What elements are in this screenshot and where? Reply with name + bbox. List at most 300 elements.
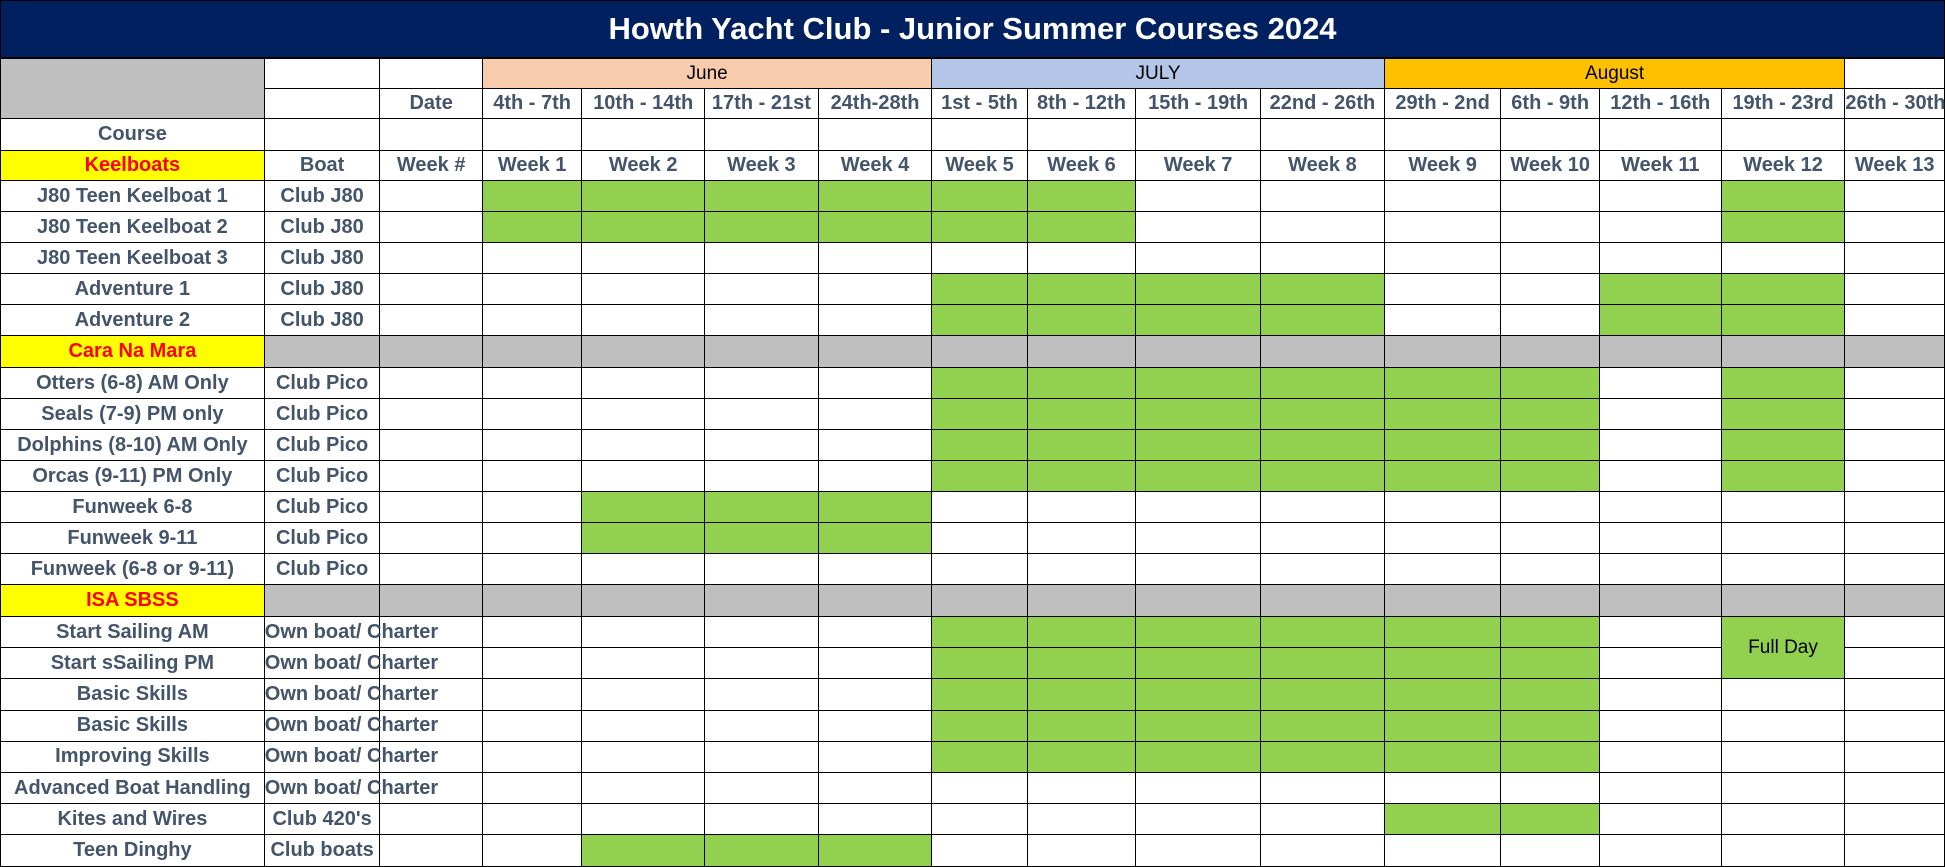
schedule-cell[interactable]	[582, 274, 705, 305]
schedule-cell[interactable]	[482, 461, 581, 492]
schedule-cell[interactable]	[1136, 212, 1261, 243]
schedule-cell[interactable]	[1027, 492, 1136, 523]
empty-cell[interactable]	[1845, 59, 1945, 89]
week-label[interactable]: Week 4	[818, 151, 932, 181]
course-active-cell[interactable]	[1501, 430, 1599, 461]
course-name[interactable]: Adventure 2	[1, 305, 265, 336]
course-active-cell[interactable]	[1261, 368, 1385, 399]
schedule-cell[interactable]	[818, 274, 932, 305]
date-range-cell[interactable]: 15th - 19th	[1136, 89, 1261, 119]
schedule-cell[interactable]	[1599, 399, 1721, 430]
course-label[interactable]: Course	[1, 119, 265, 151]
schedule-cell[interactable]	[1136, 181, 1261, 212]
schedule-cell[interactable]	[482, 679, 581, 710]
course-active-cell[interactable]	[1136, 741, 1261, 772]
course-active-cell[interactable]	[1136, 399, 1261, 430]
month-header[interactable]: August	[1384, 59, 1845, 89]
schedule-cell[interactable]	[1261, 492, 1385, 523]
schedule-cell[interactable]	[1845, 679, 1945, 710]
schedule-cell[interactable]	[1501, 243, 1599, 274]
course-active-cell[interactable]	[1384, 617, 1501, 648]
schedule-cell[interactable]	[1845, 212, 1945, 243]
week-num-label[interactable]: Week #	[380, 151, 482, 181]
boat-cell[interactable]: Club Pico	[264, 492, 380, 523]
course-name[interactable]: J80 Teen Keelboat 1	[1, 181, 265, 212]
schedule-cell[interactable]	[818, 741, 932, 772]
divider-cell[interactable]	[1599, 336, 1721, 368]
schedule-cell[interactable]	[482, 430, 581, 461]
boat-label[interactable]: Boat	[264, 151, 380, 181]
schedule-cell[interactable]	[1261, 554, 1385, 585]
course-active-cell[interactable]	[1027, 181, 1136, 212]
boat-cell[interactable]: Club Pico	[264, 368, 380, 399]
course-active-cell[interactable]	[818, 835, 932, 866]
schedule-cell[interactable]	[1599, 679, 1721, 710]
schedule-cell[interactable]	[818, 554, 932, 585]
boat-cell[interactable]: Own boat/ Charter	[264, 648, 380, 679]
schedule-cell[interactable]	[1845, 461, 1945, 492]
divider-cell[interactable]	[705, 336, 819, 368]
schedule-cell[interactable]	[1501, 772, 1599, 803]
schedule-cell[interactable]	[1845, 523, 1945, 554]
course-active-cell[interactable]	[705, 835, 819, 866]
schedule-cell[interactable]	[1721, 804, 1845, 835]
boat-cell[interactable]: Club J80	[264, 243, 380, 274]
divider-cell[interactable]	[932, 585, 1027, 617]
schedule-cell[interactable]	[818, 648, 932, 679]
schedule-cell[interactable]	[1384, 212, 1501, 243]
empty-cell[interactable]	[1027, 119, 1136, 151]
section-header[interactable]: Keelboats	[1, 151, 265, 181]
schedule-cell[interactable]	[1599, 772, 1721, 803]
course-active-cell[interactable]	[1027, 368, 1136, 399]
section-header[interactable]: Cara Na Mara	[1, 336, 265, 368]
schedule-cell[interactable]	[1384, 305, 1501, 336]
schedule-cell[interactable]	[582, 804, 705, 835]
course-name[interactable]: Basic Skills	[1, 679, 265, 710]
schedule-cell[interactable]	[1599, 212, 1721, 243]
divider-cell[interactable]	[264, 585, 380, 617]
week-label[interactable]: Week 2	[582, 151, 705, 181]
boat-cell[interactable]: Club Pico	[264, 399, 380, 430]
schedule-cell[interactable]	[1261, 523, 1385, 554]
divider-cell[interactable]	[264, 336, 380, 368]
schedule-cell[interactable]	[1845, 835, 1945, 866]
empty-cell[interactable]	[264, 59, 380, 89]
divider-cell[interactable]	[818, 336, 932, 368]
divider-cell[interactable]	[1136, 336, 1261, 368]
course-name[interactable]: Improving Skills	[1, 741, 265, 772]
week-num-cell[interactable]	[380, 461, 482, 492]
week-num-cell[interactable]	[380, 492, 482, 523]
schedule-cell[interactable]	[1384, 492, 1501, 523]
schedule-cell[interactable]	[705, 804, 819, 835]
date-range-cell[interactable]: 8th - 12th	[1027, 89, 1136, 119]
schedule-cell[interactable]	[1384, 772, 1501, 803]
course-active-cell[interactable]	[1261, 274, 1385, 305]
boat-cell[interactable]: Own boat/ Charter	[264, 617, 380, 648]
schedule-cell[interactable]	[1599, 710, 1721, 741]
schedule-cell[interactable]	[1845, 554, 1945, 585]
course-name[interactable]: Seals (7-9) PM only	[1, 399, 265, 430]
schedule-cell[interactable]	[1721, 679, 1845, 710]
schedule-cell[interactable]	[818, 430, 932, 461]
course-active-cell[interactable]	[582, 492, 705, 523]
divider-cell[interactable]	[1384, 336, 1501, 368]
schedule-cell[interactable]	[482, 305, 581, 336]
course-active-cell[interactable]	[932, 430, 1027, 461]
schedule-cell[interactable]	[932, 243, 1027, 274]
course-active-cell[interactable]	[932, 617, 1027, 648]
schedule-cell[interactable]	[1845, 305, 1945, 336]
date-range-cell[interactable]: 26th - 30th	[1845, 89, 1945, 119]
schedule-cell[interactable]	[932, 554, 1027, 585]
schedule-cell[interactable]	[1384, 181, 1501, 212]
course-active-cell[interactable]	[1027, 741, 1136, 772]
schedule-cell[interactable]	[1599, 243, 1721, 274]
course-active-cell[interactable]	[1027, 212, 1136, 243]
week-label[interactable]: Week 7	[1136, 151, 1261, 181]
schedule-cell[interactable]	[1501, 492, 1599, 523]
schedule-cell[interactable]	[482, 554, 581, 585]
date-range-cell[interactable]: 29th - 2nd	[1384, 89, 1501, 119]
schedule-cell[interactable]	[1501, 305, 1599, 336]
schedule-cell[interactable]	[932, 492, 1027, 523]
week-label[interactable]: Week 6	[1027, 151, 1136, 181]
course-active-cell[interactable]	[1136, 648, 1261, 679]
schedule-cell[interactable]	[1721, 772, 1845, 803]
week-label[interactable]: Week 5	[932, 151, 1027, 181]
course-active-cell[interactable]	[705, 212, 819, 243]
course-active-cell[interactable]	[1384, 368, 1501, 399]
course-active-cell[interactable]	[705, 492, 819, 523]
course-active-cell[interactable]	[705, 181, 819, 212]
schedule-cell[interactable]	[1136, 492, 1261, 523]
corner-cell[interactable]	[1, 59, 265, 119]
week-label[interactable]: Week 8	[1261, 151, 1385, 181]
schedule-cell[interactable]	[1501, 212, 1599, 243]
empty-cell[interactable]	[482, 119, 581, 151]
course-active-cell[interactable]	[1261, 710, 1385, 741]
schedule-cell[interactable]	[1599, 181, 1721, 212]
course-active-cell[interactable]	[1384, 461, 1501, 492]
divider-cell[interactable]	[1384, 585, 1501, 617]
schedule-cell[interactable]	[1721, 492, 1845, 523]
week-num-cell[interactable]	[380, 305, 482, 336]
course-active-cell[interactable]	[1261, 461, 1385, 492]
schedule-cell[interactable]	[705, 772, 819, 803]
schedule-cell[interactable]	[1027, 835, 1136, 866]
schedule-cell[interactable]	[582, 710, 705, 741]
schedule-cell[interactable]	[818, 772, 932, 803]
course-active-cell[interactable]	[932, 305, 1027, 336]
course-active-cell[interactable]	[1721, 430, 1845, 461]
course-active-cell[interactable]	[1136, 679, 1261, 710]
divider-cell[interactable]	[1136, 585, 1261, 617]
schedule-cell[interactable]	[1845, 648, 1945, 679]
course-active-cell[interactable]	[1384, 399, 1501, 430]
course-active-cell[interactable]	[818, 212, 932, 243]
schedule-cell[interactable]	[1599, 368, 1721, 399]
course-active-cell[interactable]	[1261, 617, 1385, 648]
course-active-cell[interactable]	[482, 212, 581, 243]
course-active-cell[interactable]	[1721, 368, 1845, 399]
course-active-cell[interactable]	[1721, 305, 1845, 336]
course-active-cell[interactable]	[1027, 305, 1136, 336]
course-active-cell[interactable]	[582, 181, 705, 212]
course-name[interactable]: Teen Dinghy	[1, 835, 265, 866]
divider-cell[interactable]	[1261, 336, 1385, 368]
course-active-cell[interactable]	[1721, 181, 1845, 212]
schedule-cell[interactable]	[1845, 772, 1945, 803]
course-active-cell[interactable]	[1136, 617, 1261, 648]
schedule-cell[interactable]	[1261, 804, 1385, 835]
week-num-cell[interactable]	[380, 181, 482, 212]
date-range-cell[interactable]: 6th - 9th	[1501, 89, 1599, 119]
divider-cell[interactable]	[1599, 585, 1721, 617]
schedule-cell[interactable]	[818, 679, 932, 710]
schedule-cell[interactable]	[1721, 835, 1845, 866]
schedule-cell[interactable]	[1599, 430, 1721, 461]
schedule-cell[interactable]	[705, 399, 819, 430]
schedule-cell[interactable]	[1261, 772, 1385, 803]
course-name[interactable]: Start sSailing PM	[1, 648, 265, 679]
divider-cell[interactable]	[482, 585, 581, 617]
schedule-cell[interactable]	[482, 772, 581, 803]
schedule-cell[interactable]	[482, 804, 581, 835]
course-active-cell[interactable]	[818, 492, 932, 523]
course-active-cell[interactable]	[1721, 212, 1845, 243]
schedule-cell[interactable]	[582, 399, 705, 430]
empty-cell[interactable]	[1261, 119, 1385, 151]
schedule-cell[interactable]	[1599, 617, 1721, 648]
schedule-cell[interactable]	[1136, 835, 1261, 866]
course-active-cell[interactable]	[1136, 710, 1261, 741]
schedule-cell[interactable]	[482, 617, 581, 648]
schedule-cell[interactable]	[932, 804, 1027, 835]
course-active-cell[interactable]	[1261, 305, 1385, 336]
course-active-cell[interactable]	[1136, 274, 1261, 305]
empty-cell[interactable]	[1599, 119, 1721, 151]
boat-cell[interactable]: Own boat/ Charter	[264, 710, 380, 741]
schedule-cell[interactable]	[818, 461, 932, 492]
empty-cell[interactable]	[264, 89, 380, 119]
schedule-cell[interactable]	[1501, 523, 1599, 554]
schedule-cell[interactable]	[1501, 274, 1599, 305]
course-name[interactable]: Funweek 9-11	[1, 523, 265, 554]
schedule-cell[interactable]	[705, 741, 819, 772]
schedule-cell[interactable]	[1384, 243, 1501, 274]
empty-cell[interactable]	[264, 119, 380, 151]
schedule-cell[interactable]	[482, 835, 581, 866]
course-active-cell[interactable]	[932, 274, 1027, 305]
schedule-cell[interactable]	[818, 243, 932, 274]
schedule-cell[interactable]	[582, 617, 705, 648]
schedule-cell[interactable]	[1599, 523, 1721, 554]
week-num-cell[interactable]	[380, 804, 482, 835]
divider-cell[interactable]	[1721, 585, 1845, 617]
schedule-cell[interactable]	[1599, 492, 1721, 523]
schedule-cell[interactable]	[705, 430, 819, 461]
course-active-cell[interactable]	[932, 368, 1027, 399]
week-label[interactable]: Week 12	[1721, 151, 1845, 181]
divider-cell[interactable]	[1027, 336, 1136, 368]
divider-cell[interactable]	[1845, 336, 1945, 368]
schedule-cell[interactable]	[1261, 212, 1385, 243]
boat-cell[interactable]: Club Pico	[264, 554, 380, 585]
course-name[interactable]: J80 Teen Keelboat 3	[1, 243, 265, 274]
schedule-cell[interactable]	[482, 648, 581, 679]
course-name[interactable]: J80 Teen Keelboat 2	[1, 212, 265, 243]
boat-cell[interactable]: Club Pico	[264, 461, 380, 492]
course-active-cell[interactable]	[582, 835, 705, 866]
course-active-cell[interactable]	[1599, 274, 1721, 305]
schedule-cell[interactable]	[1027, 523, 1136, 554]
schedule-cell[interactable]	[818, 305, 932, 336]
boat-cell[interactable]: Club J80	[264, 274, 380, 305]
schedule-cell[interactable]	[1501, 181, 1599, 212]
week-num-cell[interactable]	[380, 430, 482, 461]
divider-cell[interactable]	[1501, 585, 1599, 617]
schedule-cell[interactable]	[1845, 804, 1945, 835]
empty-cell[interactable]	[705, 119, 819, 151]
date-range-cell[interactable]: 4th - 7th	[482, 89, 581, 119]
boat-cell[interactable]: Club J80	[264, 305, 380, 336]
boat-cell[interactable]: Own boat/ Charter	[264, 741, 380, 772]
course-name[interactable]: Kites and Wires	[1, 804, 265, 835]
course-active-cell[interactable]	[1136, 368, 1261, 399]
schedule-cell[interactable]	[1027, 772, 1136, 803]
schedule-cell[interactable]	[1845, 274, 1945, 305]
course-active-cell[interactable]	[1027, 430, 1136, 461]
empty-cell[interactable]	[1721, 119, 1845, 151]
schedule-cell[interactable]	[1845, 617, 1945, 648]
schedule-cell[interactable]	[1261, 181, 1385, 212]
schedule-cell[interactable]	[1721, 523, 1845, 554]
schedule-cell[interactable]	[1845, 243, 1945, 274]
schedule-cell[interactable]	[482, 368, 581, 399]
course-active-cell[interactable]	[818, 181, 932, 212]
section-header[interactable]: ISA SBSS	[1, 585, 265, 617]
schedule-cell[interactable]	[482, 243, 581, 274]
course-active-cell[interactable]	[1027, 461, 1136, 492]
empty-cell[interactable]	[380, 119, 482, 151]
schedule-cell[interactable]	[482, 492, 581, 523]
course-active-cell[interactable]	[932, 399, 1027, 430]
schedule-cell[interactable]	[705, 617, 819, 648]
course-active-cell[interactable]	[582, 523, 705, 554]
divider-cell[interactable]	[1027, 585, 1136, 617]
week-num-cell[interactable]	[380, 835, 482, 866]
month-header[interactable]: JULY	[932, 59, 1384, 89]
week-num-cell[interactable]	[380, 368, 482, 399]
course-name[interactable]: Start Sailing AM	[1, 617, 265, 648]
schedule-cell[interactable]	[1845, 741, 1945, 772]
course-active-cell[interactable]	[932, 212, 1027, 243]
boat-cell[interactable]: Club boats	[264, 835, 380, 866]
schedule-cell[interactable]	[705, 461, 819, 492]
divider-cell[interactable]	[1845, 585, 1945, 617]
schedule-cell[interactable]	[1261, 835, 1385, 866]
schedule-cell[interactable]	[1845, 430, 1945, 461]
course-active-cell[interactable]	[932, 710, 1027, 741]
course-active-cell[interactable]	[1027, 399, 1136, 430]
course-active-cell[interactable]	[1261, 430, 1385, 461]
schedule-cell[interactable]	[705, 368, 819, 399]
schedule-cell[interactable]	[1599, 835, 1721, 866]
week-label[interactable]: Week 1	[482, 151, 581, 181]
course-active-cell[interactable]	[1027, 648, 1136, 679]
course-active-cell[interactable]	[818, 523, 932, 554]
schedule-cell[interactable]	[582, 430, 705, 461]
schedule-cell[interactable]	[1136, 804, 1261, 835]
week-num-cell[interactable]	[380, 274, 482, 305]
date-range-cell[interactable]: 19th - 23rd	[1721, 89, 1845, 119]
week-label[interactable]: Week 13	[1845, 151, 1945, 181]
empty-cell[interactable]	[1501, 119, 1599, 151]
course-active-cell[interactable]	[1027, 617, 1136, 648]
schedule-cell[interactable]	[1384, 554, 1501, 585]
course-name[interactable]: Funweek (6-8 or 9-11)	[1, 554, 265, 585]
schedule-cell[interactable]	[705, 710, 819, 741]
week-num-cell[interactable]	[380, 399, 482, 430]
divider-cell[interactable]	[380, 585, 482, 617]
week-label[interactable]: Week 9	[1384, 151, 1501, 181]
course-name[interactable]: Orcas (9-11) PM Only	[1, 461, 265, 492]
schedule-cell[interactable]	[582, 648, 705, 679]
course-active-cell[interactable]	[1261, 679, 1385, 710]
date-range-cell[interactable]: 22nd - 26th	[1261, 89, 1385, 119]
schedule-cell[interactable]	[1136, 772, 1261, 803]
schedule-cell[interactable]	[582, 741, 705, 772]
schedule-cell[interactable]	[582, 461, 705, 492]
schedule-cell[interactable]	[1136, 243, 1261, 274]
divider-cell[interactable]	[482, 336, 581, 368]
date-range-cell[interactable]: 10th - 14th	[582, 89, 705, 119]
course-name[interactable]: Funweek 6-8	[1, 492, 265, 523]
divider-cell[interactable]	[582, 585, 705, 617]
course-active-cell[interactable]	[1501, 461, 1599, 492]
date-range-cell[interactable]: 24th-28th	[818, 89, 932, 119]
course-active-cell[interactable]	[1501, 368, 1599, 399]
schedule-cell[interactable]	[1721, 243, 1845, 274]
course-active-cell[interactable]	[1384, 741, 1501, 772]
course-active-cell[interactable]	[582, 212, 705, 243]
schedule-cell[interactable]	[1845, 181, 1945, 212]
schedule-cell[interactable]	[1721, 710, 1845, 741]
schedule-cell[interactable]	[932, 772, 1027, 803]
schedule-cell[interactable]	[818, 617, 932, 648]
schedule-cell[interactable]	[1384, 274, 1501, 305]
course-active-cell[interactable]	[1027, 710, 1136, 741]
course-name[interactable]: Basic Skills	[1, 710, 265, 741]
schedule-cell[interactable]	[482, 399, 581, 430]
course-active-cell[interactable]	[1136, 430, 1261, 461]
date-range-cell[interactable]: 1st - 5th	[932, 89, 1027, 119]
divider-cell[interactable]	[1261, 585, 1385, 617]
schedule-cell[interactable]	[1845, 368, 1945, 399]
divider-cell[interactable]	[1501, 336, 1599, 368]
boat-cell[interactable]: Own boat/ Charter	[264, 772, 380, 803]
date-range-cell[interactable]: 17th - 21st	[705, 89, 819, 119]
schedule-cell[interactable]	[1384, 835, 1501, 866]
schedule-cell[interactable]	[818, 399, 932, 430]
course-active-cell[interactable]	[705, 523, 819, 554]
course-active-cell[interactable]	[1027, 274, 1136, 305]
course-active-cell[interactable]	[1501, 399, 1599, 430]
schedule-cell[interactable]	[705, 554, 819, 585]
boat-cell[interactable]: Club Pico	[264, 523, 380, 554]
